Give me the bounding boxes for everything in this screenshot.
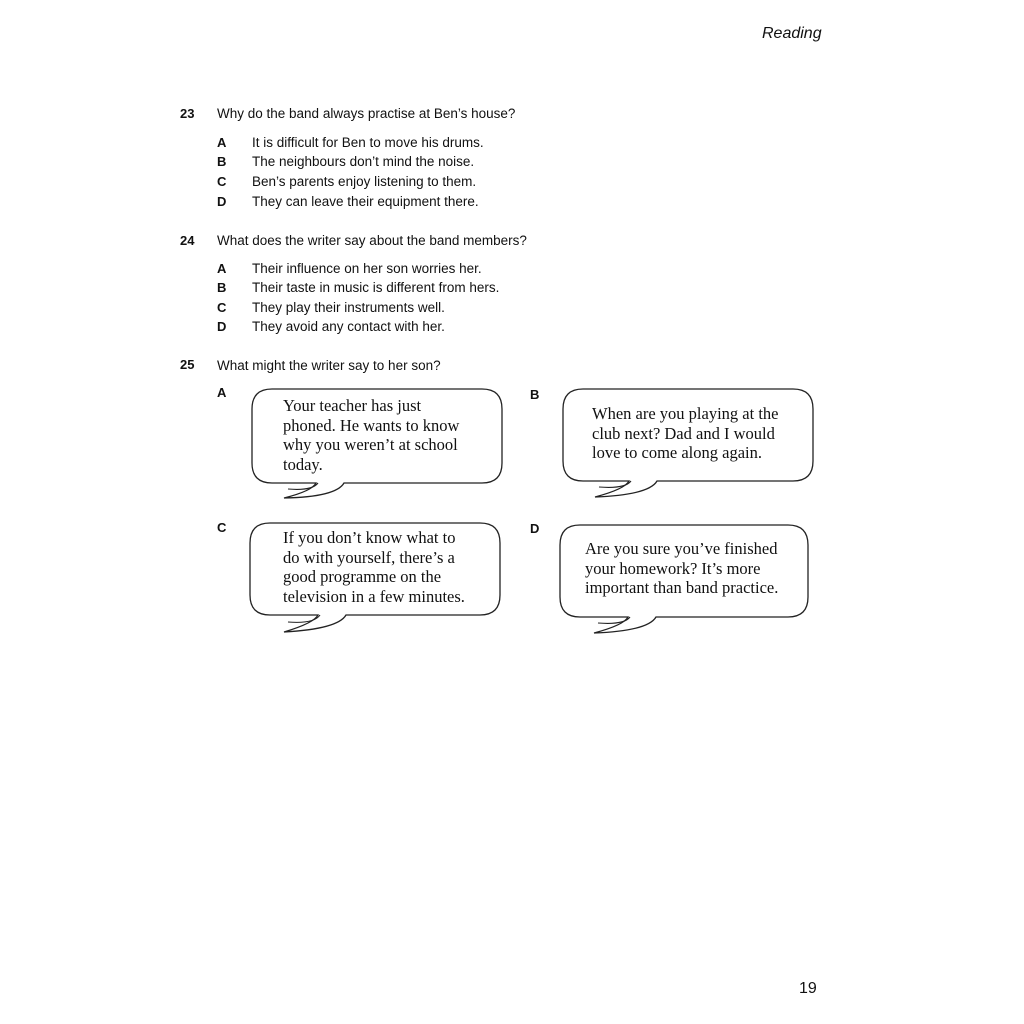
option-letter: C (217, 174, 227, 189)
option-letter: A (217, 135, 227, 150)
option-letter: D (217, 194, 227, 209)
question-stem: What might the writer say to her son? (217, 358, 441, 373)
question-number: 25 (180, 357, 195, 372)
speech-bubble-c (248, 521, 518, 651)
page-header-section: Reading (762, 25, 822, 42)
option-text: Ben’s parents enjoy listening to them. (252, 174, 477, 189)
bubble-letter: C (217, 520, 227, 535)
question-number: 24 (180, 233, 195, 248)
question-stem: What does the writer say about the band members? (217, 233, 527, 248)
page-number: 19 (799, 980, 817, 997)
option-text: Their influence on her son worries her. (252, 261, 482, 276)
bubble-text: Your teacher has just phoned. He wants to know why you weren’t at school today. (283, 396, 460, 474)
speech-bubble-a (250, 387, 520, 517)
option-text: They avoid any contact with her. (252, 319, 445, 334)
bubble-text: If you don’t know what to do with yourself, there’s a good programme on the television in a few minutes. (283, 528, 465, 606)
speech-bubble-d (558, 523, 828, 653)
bubble-letter: D (530, 521, 540, 536)
option-text: The neighbours don’t mind the noise. (252, 154, 475, 169)
bubble-letter: A (217, 385, 227, 400)
bubble-letter: B (530, 387, 540, 402)
option-letter: B (217, 280, 227, 295)
option-text: Their taste in music is different from hers. (252, 280, 500, 295)
question-stem: Why do the band always practise at Ben’s house? (217, 106, 516, 121)
option-letter: B (217, 154, 227, 169)
option-text: They can leave their equipment there. (252, 194, 479, 209)
option-text: They play their instruments well. (252, 300, 445, 315)
option-letter: D (217, 319, 227, 334)
question-number: 23 (180, 106, 195, 121)
option-text: It is difficult for Ben to move his drums. (252, 135, 484, 150)
speech-bubble-b (561, 387, 831, 517)
bubble-text: Are you sure you’ve finished your homework? It’s more important than band practice. (585, 539, 779, 597)
bubble-text: When are you playing at the club next? Dad and I would love to come along again. (592, 404, 779, 462)
option-letter: C (217, 300, 227, 315)
option-letter: A (217, 261, 227, 276)
